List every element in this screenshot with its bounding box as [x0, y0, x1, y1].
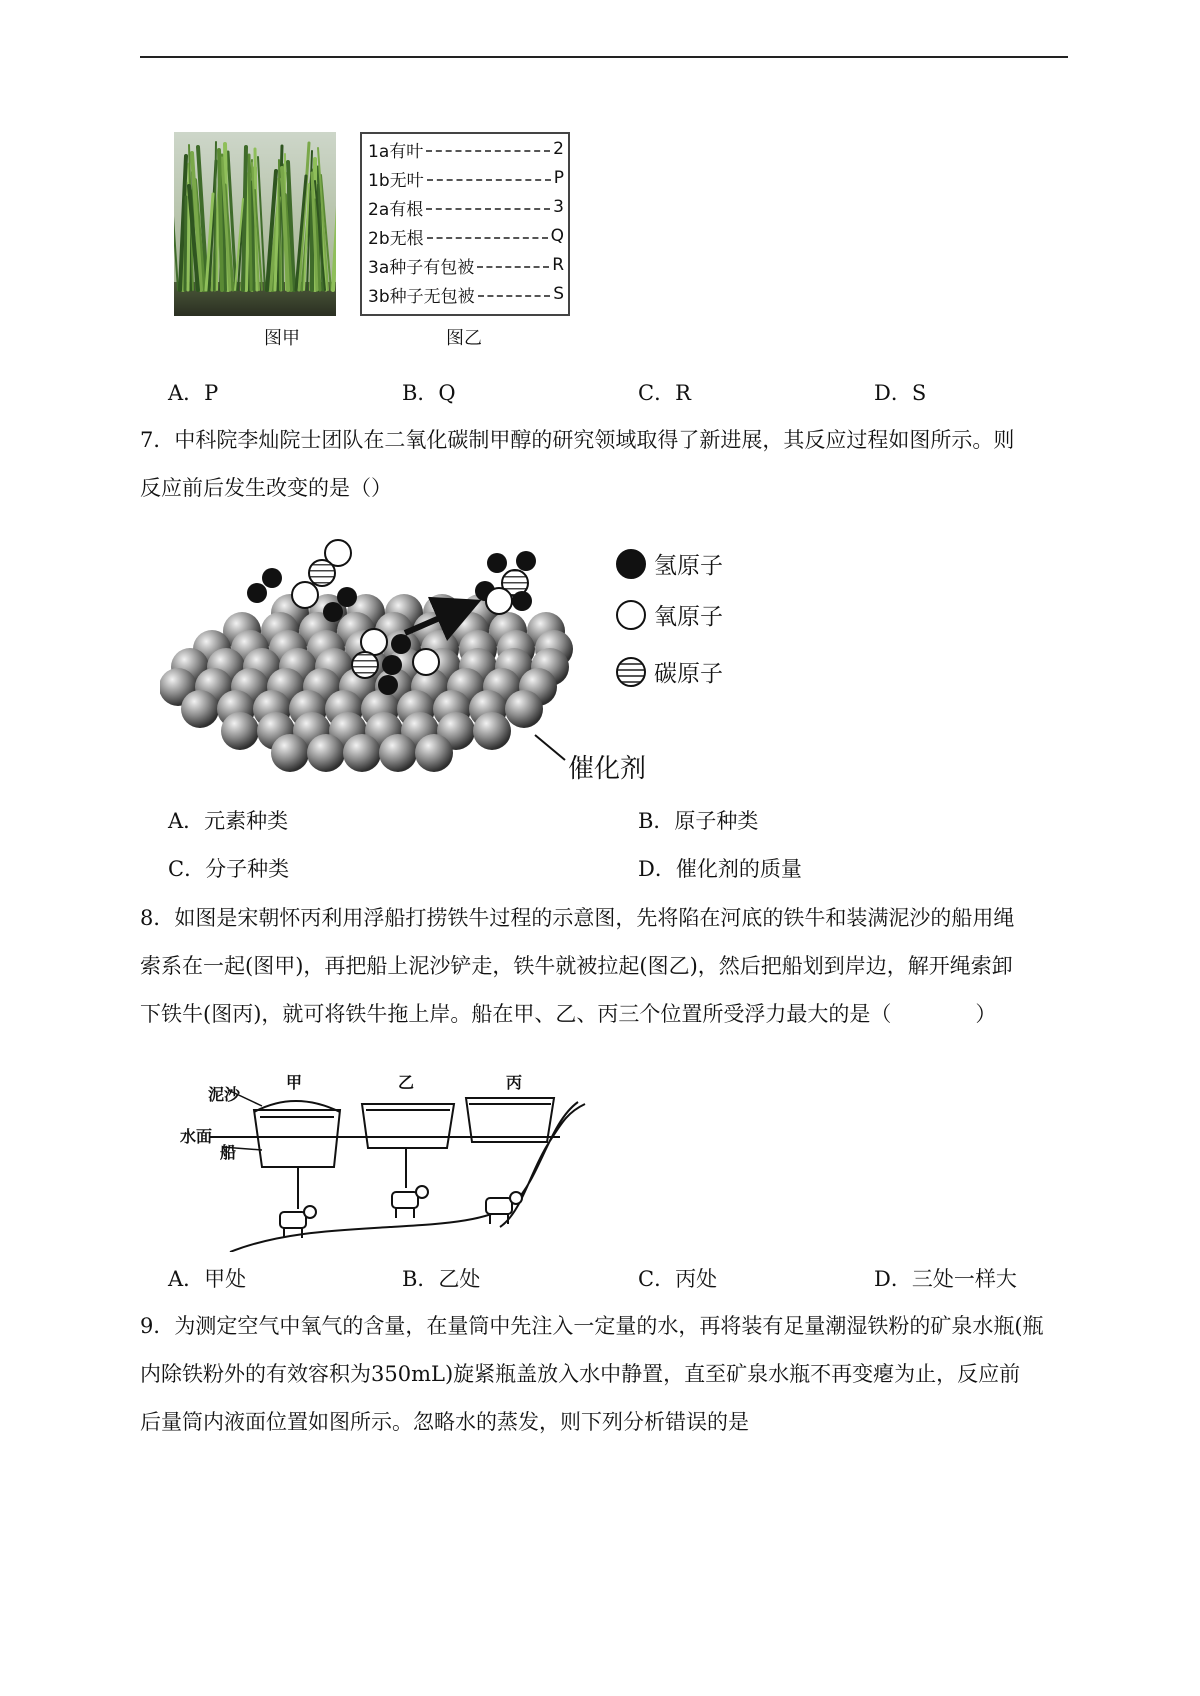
q7-line: 7．中科院李灿院士团队在二氧化碳制甲醇的研究领域取得了新进展，其反应过程如图所示。则 — [140, 428, 1015, 452]
catalyst-pointer — [535, 735, 565, 760]
dichotomous-key — [360, 132, 570, 316]
catalyst-reaction-diagram — [160, 525, 630, 790]
q9-line: 后量筒内液面位置如图所示。忽略水的蒸发，则下列分析错误的是 — [140, 1410, 749, 1434]
label-position-a: 甲 — [286, 1073, 303, 1092]
q7-line: 反应前后发生改变的是（） — [140, 476, 392, 500]
key-row: 3a种子有包被 R — [368, 255, 564, 278]
fig-b-caption: 图乙 — [446, 328, 482, 349]
label-boat: 船 — [220, 1143, 237, 1162]
oxygen-atom-icon — [616, 600, 646, 630]
q7-option-d[interactable]: D．催化剂的质量 — [638, 857, 802, 881]
q7-option-a[interactable]: A．元素种类 — [168, 809, 289, 833]
label-water-surface: 水面 — [180, 1127, 213, 1146]
q8-option-b[interactable]: B．乙处 — [402, 1267, 481, 1291]
q8-option-a[interactable]: A．甲处 — [168, 1267, 247, 1291]
q7-option-b[interactable]: B．原子种类 — [638, 809, 759, 833]
key-row: 2b无根 Q — [368, 226, 564, 249]
q8-option-c[interactable]: C．丙处 — [638, 1267, 718, 1291]
q9-stem — [140, 1302, 1070, 1446]
legend-carbon: 碳原子 — [616, 655, 723, 688]
legend-oxygen: 氧原子 — [616, 598, 723, 631]
key-row: 1a有叶 2 — [368, 139, 564, 162]
plant-photo — [174, 132, 336, 316]
q8-option-d[interactable]: D．三处一样大 — [874, 1267, 1017, 1291]
q8-line: 下铁牛(图丙)，就可将铁牛拖上岸。船在甲、乙、丙三个位置所受浮力最大的是（ ） — [140, 1002, 997, 1026]
key-row: 2a有根 3 — [368, 197, 564, 220]
q6-option-c[interactable]: C．R — [638, 381, 691, 405]
hydrogen-atom-icon — [616, 549, 646, 579]
q6-option-d[interactable]: D．S — [874, 381, 927, 405]
q8-line: 8．如图是宋朝怀丙利用浮船打捞铁牛过程的示意图，先将陷在河底的铁牛和装满泥沙的船用绳 — [140, 906, 1015, 930]
fig-a-caption: 图甲 — [264, 328, 300, 349]
q9-line: 内除铁粉外的有效容积为350mL)旋紧瓶盖放入水中静置，直至矿泉水瓶不再变瘪为止，反应前 — [140, 1362, 1021, 1386]
boat-a — [254, 1110, 340, 1167]
h2-molecule — [247, 568, 282, 603]
label-position-b: 乙 — [398, 1073, 415, 1092]
q7-stem — [140, 416, 1070, 512]
header-rule — [140, 56, 1068, 58]
q6-option-a[interactable]: A．P — [168, 381, 219, 405]
key-row: 1b无叶 P — [368, 168, 564, 191]
q6-option-b[interactable]: B．Q — [402, 381, 456, 405]
q7-option-c[interactable]: C．分子种类 — [168, 857, 290, 881]
q8-line: 索系在一起(图甲)，再把船上泥沙铲走，铁牛就被拉起(图乙)，然后把船划到岸边，解开绳索卸 — [140, 954, 1013, 978]
label-position-c: 丙 — [506, 1073, 523, 1092]
q9-line: 9．为测定空气中氧气的含量，在量筒中先注入一定量的水，再将装有足量潮湿铁粉的矿泉水瓶(瓶 — [140, 1314, 1044, 1338]
key-row: 3b种子无包被 S — [368, 284, 564, 307]
iron-ox — [392, 1186, 428, 1218]
q8-stem — [140, 894, 1070, 1038]
catalyst-label: 催化剂 — [568, 754, 647, 784]
label-sand: 泥沙 — [208, 1085, 241, 1104]
carbon-atom-icon — [616, 657, 646, 687]
legend-hydrogen: 氢原子 — [616, 547, 723, 580]
